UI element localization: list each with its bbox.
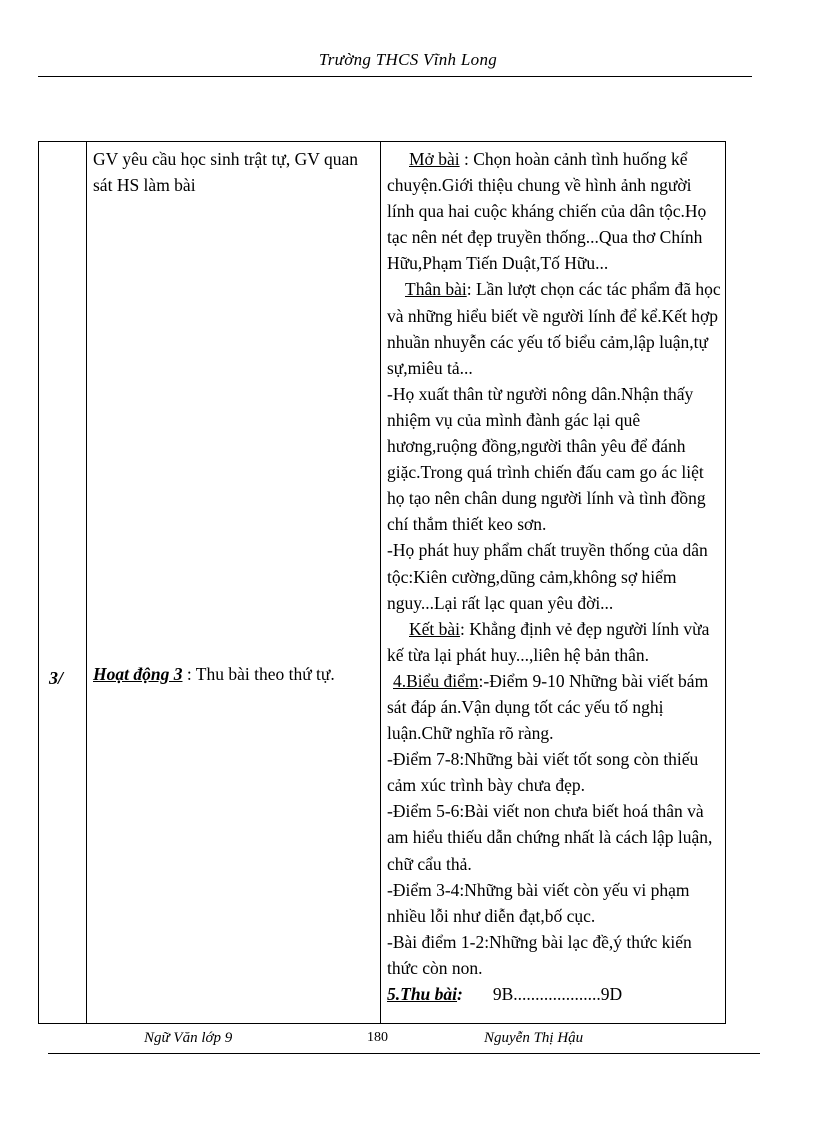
diem-3-4: -Điểm 3-4:Những bài viết còn yếu vi phạm nhiều lỗi như diễn đạt,bố cục. — [387, 879, 690, 926]
page-header-title: Trường THCS Vĩnh Long — [318, 50, 498, 69]
diem-7-8: -Điểm 7-8:Những bài viết tốt song còn thiếu cảm xúc trình bày chưa đẹp. — [387, 749, 699, 796]
column-divider-1 — [86, 142, 87, 1023]
than-bai-paragraph — [387, 276, 723, 380]
thu-bai-text: 9B....................9D — [492, 984, 623, 1004]
header-divider — [38, 76, 752, 77]
mo-bai-paragraph — [387, 146, 723, 276]
content-para-1: -Họ xuất thân từ người nông dân.Nhận thấy nhiệm vụ của mình đành gác lại quê hương,ruộng đồng,người thân yêu để đánh giặc.Trong quá trình chiến đấu cam go ác liệt họ tạo nên chân dung người lính và tình đồng chí thắm thiết keo sơn. — [387, 383, 706, 535]
footer-divider — [48, 1053, 760, 1054]
bieu-diem-paragraph — [387, 668, 723, 746]
supervise-cell: GV yêu cầu học sinh trật tự, GV quan sát HS làm bài — [93, 149, 358, 196]
thu-bai-colon: : — [457, 984, 463, 1004]
activity-label: Hoạt động 3 — [93, 664, 183, 684]
footer-teacher: Nguyễn Thị Hậu — [484, 1030, 584, 1046]
activity-sep: : — [182, 664, 196, 684]
ket-bai-text: : Khẳng định vẻ đẹp người lính vừa kế từa lại phát huy...,liên hệ bản thân. — [387, 618, 710, 665]
bieu-diem-label: 4.Biểu điểm — [393, 670, 479, 691]
content-cell — [387, 146, 723, 1007]
activity-cell — [93, 661, 373, 687]
thu-bai-paragraph — [387, 981, 723, 1007]
diem-5-6: -Điểm 5-6:Bài viết non chưa biết hoá thân và am hiểu thiếu dẫn chứng nhất là cách lập luận, chữ cẩu thả. — [387, 801, 713, 874]
content-para-2: -Họ phát huy phẩm chất truyền thống của dân tộc:Kiên cường,dũng cảm,không sợ hiểm nguy...Lại rất lạc quan yêu đời... — [387, 540, 708, 613]
mo-bai-text: : Chọn hoàn cảnh tình huống kể chuyện.Giới thiệu chung về hình ảnh người lính qua hai cuộc kháng chiến của dân tộc.Họ tạc nên nét đẹp truyền thống...Qua thơ Chính Hữu,Phạm Tiến Duật,Tố Hữu... — [387, 149, 707, 274]
activity-text: Thu bài theo thứ tự. — [195, 664, 335, 684]
column-divider-2 — [380, 142, 381, 1023]
bieu-diem-text: :-Điểm 9-10 Những bài viết bám sát đáp án.Vận dụng tốt các yếu tố nghị luận.Chữ nghĩa rõ ràng. — [387, 670, 709, 744]
mo-bai-label: Mở bài — [409, 149, 460, 169]
ket-bai-paragraph — [387, 616, 723, 668]
lesson-table — [38, 141, 726, 1024]
ket-bai-label: Kết bài — [409, 618, 461, 639]
diem-1-2: -Bài điểm 1-2:Những bài lạc đề,ý thức kiến thức còn non. — [387, 931, 692, 978]
footer-page-number: 180 — [367, 1030, 388, 1045]
footer-subject: Ngữ Văn lớp 9 — [144, 1030, 233, 1046]
than-bai-label: Thân bài — [405, 279, 467, 300]
thu-bai-label: 5.Thu bài — [387, 984, 458, 1004]
than-bai-text: : Lần lượt chọn các tác phẩm đã học và những hiểu biết về người lính để kể.Kết hợp nhuần nhuyễn các yếu tố biểu cảm,lập luận,tự sự,miêu tả... — [387, 279, 721, 378]
week-cell: 3/ — [49, 668, 64, 688]
